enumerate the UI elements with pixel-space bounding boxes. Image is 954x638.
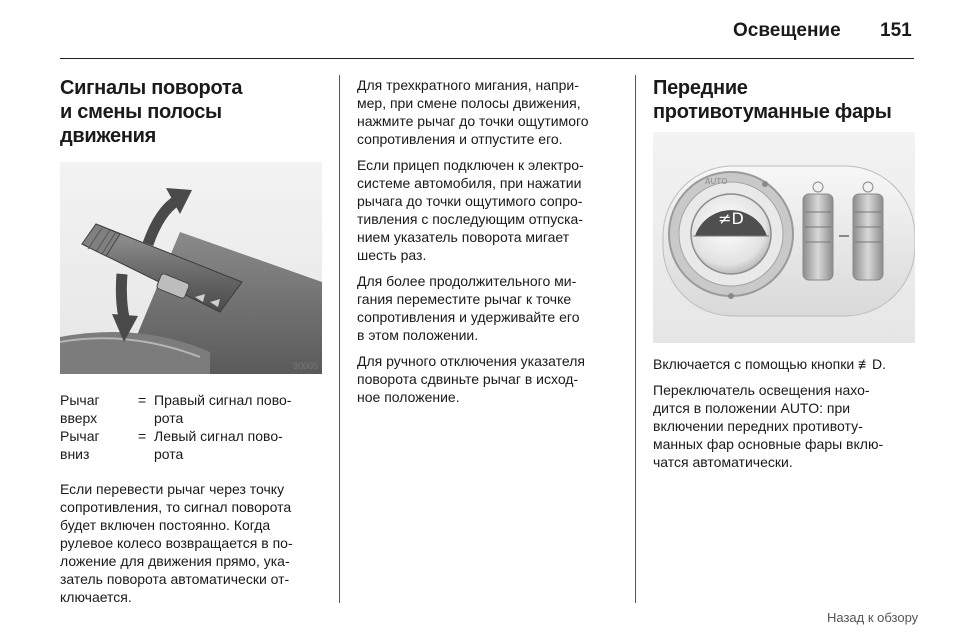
text-line: Если перевести рычаг через точку: [60, 481, 285, 497]
manual-off-paragraph: [357, 352, 621, 406]
figure-code: 30005: [292, 361, 318, 371]
text-line: дится в положении: [653, 400, 777, 416]
text-end: : при: [819, 400, 851, 416]
text-line: поворота сдвиньте рычаг в исход-: [357, 371, 579, 387]
text-line: системе автомобиля, при нажатии: [357, 175, 582, 191]
turn-signal-heading: [60, 76, 324, 148]
text-line: шесть раз.: [357, 247, 427, 263]
text-line: ложение для движения прямо, ука-: [60, 553, 290, 569]
text-line: тивления с последующим отпуска-: [357, 211, 583, 227]
text-line: мер, при смене полосы движения,: [357, 95, 581, 111]
heading-line: Сигналы поворота: [60, 77, 243, 99]
heading-line: противотуманные фары: [653, 101, 892, 123]
definition-row: [60, 427, 324, 463]
term-line: Рычаг: [60, 428, 100, 444]
light-switch-figure: [653, 132, 915, 343]
lever-definitions: [60, 391, 324, 463]
text-line: Переключатель освещения нахо-: [653, 382, 870, 398]
term-line: вверх: [60, 410, 98, 426]
text-line: манных фар основные фары вклю-: [653, 436, 884, 452]
text-line: Для трехкратного мигания, напри-: [357, 77, 579, 93]
definition-text: [154, 391, 324, 427]
text-line: затель поворота автоматически от-: [60, 571, 290, 587]
text-line: нием указатель поворота мигает: [357, 229, 570, 245]
long-blink-paragraph: [357, 272, 621, 344]
right-column: [653, 76, 915, 471]
definition-term: [60, 427, 138, 463]
text-line: рычага до точки ощутимого сопро-: [357, 193, 583, 209]
middle-column: [357, 76, 621, 414]
permanent-signal-paragraph: [60, 480, 324, 606]
text-end: .: [882, 356, 887, 372]
text-line: Для более продолжительного ми-: [357, 273, 577, 289]
heading-line: и смены полосы: [60, 101, 222, 123]
text-line: рулевое колесо возвращается в по-: [60, 535, 293, 551]
definition-equals: =: [138, 428, 147, 444]
definition-term: [60, 391, 138, 427]
page-number: 151: [880, 20, 912, 41]
definition-equals: =: [138, 392, 147, 408]
text-line: нажмите рычаг до точки ощутимого: [357, 113, 589, 129]
text-line: в этом положении.: [357, 327, 479, 343]
back-to-overview-link[interactable]: Назад к обзору: [827, 610, 919, 625]
column-divider-1: [339, 75, 340, 603]
text-line: будет включен постоянно. Когда: [60, 517, 271, 533]
auto-ring-label: AUTO: [705, 177, 728, 186]
front-fog-icon: ≢D: [858, 356, 883, 372]
definition-text: [154, 427, 324, 463]
text-line: ключается.: [60, 589, 132, 605]
definition-row: [60, 391, 324, 427]
fog-button-paragraph: [653, 355, 915, 373]
left-column: [60, 76, 324, 606]
def-line: Левый сигнал пово-: [154, 428, 283, 444]
def-line: Правый сигнал пово-: [154, 392, 292, 408]
text-line: чатся автоматически.: [653, 454, 793, 470]
def-line: рота: [154, 410, 184, 426]
fog-lights-heading: [653, 76, 915, 124]
text-line: Включается с помощью кнопки: [653, 356, 855, 372]
triple-blink-paragraph: [357, 76, 621, 148]
column-divider-2: [635, 75, 636, 603]
heading-line: Передние: [653, 77, 748, 99]
text-line: сопротивления и отпустите его.: [357, 131, 563, 147]
text-line: Для ручного отключения указателя: [357, 353, 585, 369]
auto-label: AUTO: [780, 400, 820, 416]
page-header-title: Освещение: [733, 20, 841, 41]
term-line: Рычаг: [60, 392, 100, 408]
def-line: рота: [154, 446, 184, 462]
text-line: ное положение.: [357, 389, 460, 405]
turn-signal-lever-figure: [60, 162, 322, 374]
heading-line: движения: [60, 125, 156, 147]
text-line: Если прицеп подключен к электро-: [357, 157, 584, 173]
light-switch-illustration: [653, 132, 915, 343]
turn-signal-lever-illustration: [60, 162, 322, 374]
text-line: сопротивления и удерживайте его: [357, 309, 580, 325]
term-line: вниз: [60, 446, 90, 462]
text-line: гания переместите рычаг к точке: [357, 291, 572, 307]
svg-text:≠D: ≠D: [718, 209, 744, 228]
text-line: сопротивления, то сигнал поворота: [60, 499, 292, 515]
auto-mode-paragraph: [653, 381, 915, 471]
trailer-paragraph: [357, 156, 621, 264]
text-line: включении передних противоту-: [653, 418, 863, 434]
header-rule: [60, 58, 914, 59]
